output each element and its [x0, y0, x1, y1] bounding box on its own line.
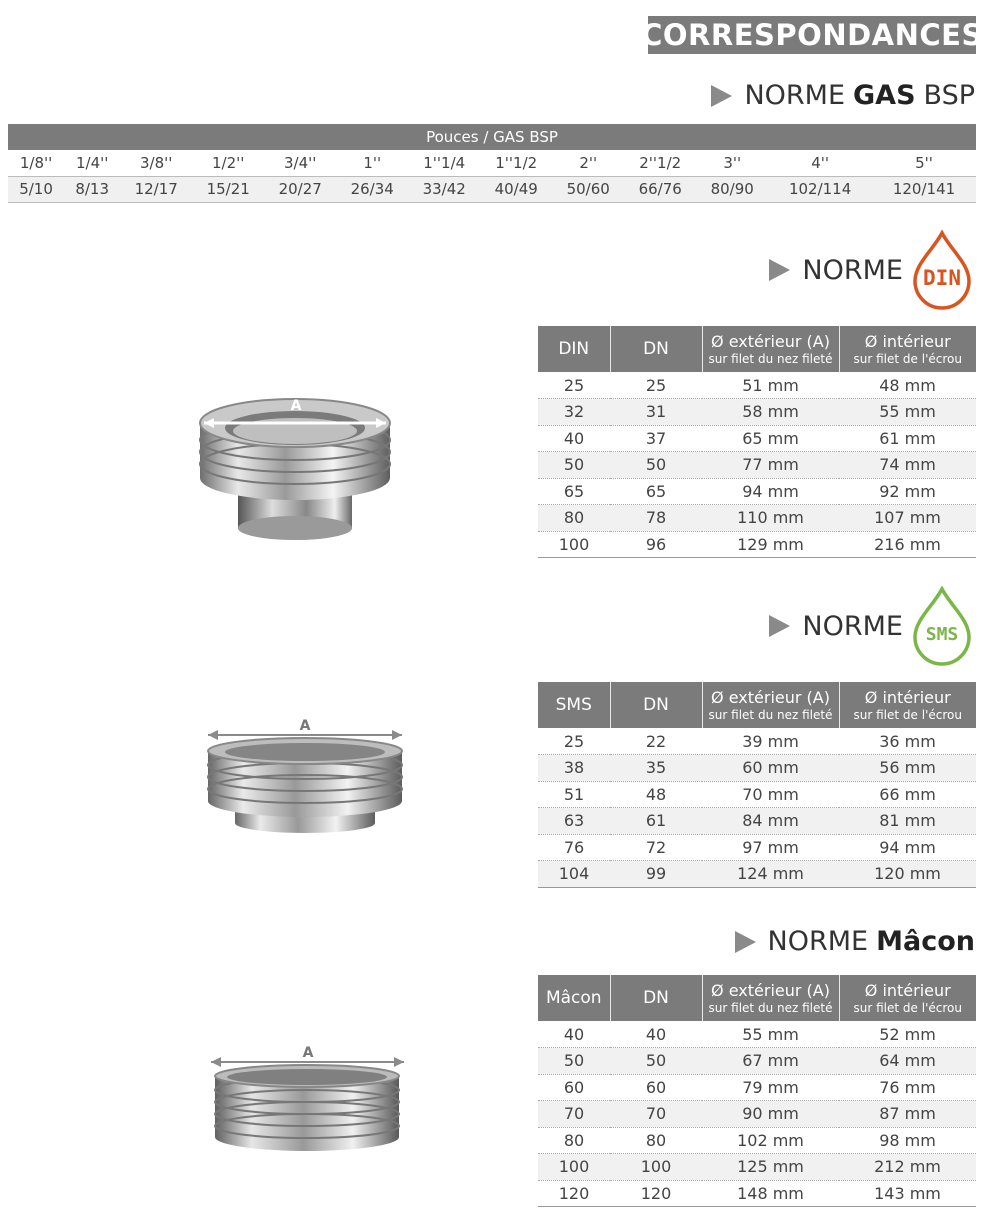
cell: 143 mm: [839, 1180, 976, 1207]
gas-mm-cell: 8/13: [64, 176, 120, 202]
header-main: Ø extérieur (A): [711, 332, 830, 351]
cell: 55 mm: [839, 399, 976, 426]
header-main: Ø intérieur: [864, 688, 951, 707]
cell: 94 mm: [839, 834, 976, 861]
gas-mm-cell: 40/49: [480, 176, 552, 202]
cell: 60: [610, 1074, 702, 1101]
cell: 80: [538, 505, 610, 532]
gas-mm-cell: 80/90: [696, 176, 768, 202]
table-row: [538, 1101, 976, 1128]
table-row: [538, 1074, 976, 1101]
header-main: Ø intérieur: [864, 332, 951, 351]
cell: 22: [610, 728, 702, 755]
gas-inch-cell: 4'': [768, 150, 872, 176]
cell: 216 mm: [839, 531, 976, 558]
table-row: [538, 531, 976, 558]
sms-col-sms: SMS: [538, 682, 610, 728]
gas-inch-cell: 2''1/2: [624, 150, 696, 176]
cell: 78: [610, 505, 702, 532]
cell: 60 mm: [702, 755, 839, 782]
gas-mm-cell: 20/27: [264, 176, 336, 202]
heading-prefix: NORME: [802, 610, 903, 642]
table-row: [538, 1048, 976, 1075]
sms-table: [538, 682, 976, 888]
cell: 37: [610, 425, 702, 452]
cell: 32: [538, 399, 610, 426]
table-row: [538, 1154, 976, 1181]
cell: 58 mm: [702, 399, 839, 426]
gas-mm-cell: 12/17: [120, 176, 192, 202]
page-title: CORRESPONDANCES: [641, 18, 983, 52]
table-row: [538, 834, 976, 861]
cell: 100: [538, 531, 610, 558]
cell: 31: [610, 399, 702, 426]
cell: 64 mm: [839, 1048, 976, 1075]
cell: 40: [538, 425, 610, 452]
cell: 48: [610, 781, 702, 808]
cell: 48 mm: [839, 372, 976, 399]
cell: 61 mm: [839, 425, 976, 452]
cell: 50: [538, 1048, 610, 1075]
heading-prefix: NORME: [802, 254, 903, 286]
gas-mm-cell: 50/60: [552, 176, 624, 202]
table-row: [538, 505, 976, 532]
cell: 51 mm: [702, 372, 839, 399]
arrow-right-icon: [711, 85, 732, 107]
table-row: [538, 861, 976, 888]
cell: 100: [610, 1154, 702, 1181]
table-row: [538, 452, 976, 479]
table-row: [538, 1180, 976, 1207]
gas-mm-cell: 66/76: [624, 176, 696, 202]
macon-col-dn: DN: [610, 975, 702, 1021]
header-sub: sur filet du nez fileté: [708, 352, 833, 366]
gas-inch-cell: 3/8'': [120, 150, 192, 176]
cell: 52 mm: [839, 1021, 976, 1048]
cell: 102 mm: [702, 1127, 839, 1154]
cell: 100: [538, 1154, 610, 1181]
cell: 80: [538, 1127, 610, 1154]
header-sub: sur filet de l'écrou: [853, 708, 962, 722]
gas-bsp-table: [8, 124, 976, 203]
heading-prefix: NORME: [767, 926, 869, 957]
cell: 50: [538, 452, 610, 479]
macon-col-macon: Mâcon: [538, 975, 610, 1021]
cell: 120 mm: [839, 861, 976, 888]
cell: 39 mm: [702, 728, 839, 755]
cell: 76 mm: [839, 1074, 976, 1101]
gas-inch-cell: 5'': [872, 150, 976, 176]
cell: 148 mm: [702, 1180, 839, 1207]
heading-bold: GAS: [853, 80, 916, 111]
din-col-inner: [839, 326, 976, 372]
cell: 50: [610, 452, 702, 479]
cell: 107 mm: [839, 505, 976, 532]
cell: 76: [538, 834, 610, 861]
cell: 81 mm: [839, 808, 976, 835]
cell: 65: [538, 478, 610, 505]
dimension-label: A: [290, 398, 302, 414]
cell: 110 mm: [702, 505, 839, 532]
cell: 51: [538, 781, 610, 808]
table-row: [538, 755, 976, 782]
macon-table: [538, 975, 976, 1207]
arrow-right-icon: [735, 931, 756, 953]
cell: 35: [610, 755, 702, 782]
macon-fitting-image: [205, 1042, 410, 1157]
sms-badge-text: SMS: [925, 624, 959, 645]
cell: 120: [538, 1180, 610, 1207]
cell: 94 mm: [702, 478, 839, 505]
cell: 120: [610, 1180, 702, 1207]
sms-col-outer: [702, 682, 839, 728]
cell: 61: [610, 808, 702, 835]
header-main: Ø extérieur (A): [711, 981, 830, 1000]
gas-inch-cell: 1/8'': [8, 150, 64, 176]
sms-fitting-image: [200, 715, 410, 840]
sms-col-inner: [839, 682, 976, 728]
cell: 56 mm: [839, 755, 976, 782]
header-main: Ø extérieur (A): [711, 688, 830, 707]
heading-suffix: BSP: [923, 80, 975, 111]
cell: 25: [538, 372, 610, 399]
table-row: [538, 478, 976, 505]
cell: 125 mm: [702, 1154, 839, 1181]
gas-inch-cell: 3'': [696, 150, 768, 176]
dimension-label: A: [302, 1045, 314, 1061]
header-sub: sur filet du nez fileté: [708, 1001, 833, 1015]
cell: 98 mm: [839, 1127, 976, 1154]
din-col-outer: [702, 326, 839, 372]
cell: 40: [610, 1021, 702, 1048]
gas-mm-cell: 33/42: [408, 176, 480, 202]
table-row: [538, 399, 976, 426]
gas-inch-cell: 1/4'': [64, 150, 120, 176]
macon-col-outer: [702, 975, 839, 1021]
gas-mm-cell: 102/114: [768, 176, 872, 202]
table-row: [538, 425, 976, 452]
table-row: [538, 1127, 976, 1154]
cell: 124 mm: [702, 861, 839, 888]
cell: 212 mm: [839, 1154, 976, 1181]
gas-mm-cell: 120/141: [872, 176, 976, 202]
gas-mm-cell: 15/21: [192, 176, 264, 202]
din-badge-text: DIN: [923, 266, 961, 290]
cell: 66 mm: [839, 781, 976, 808]
cell: 55 mm: [702, 1021, 839, 1048]
sms-drop-icon: [909, 586, 975, 666]
table-row: [538, 1021, 976, 1048]
din-table: [538, 326, 976, 558]
cell: 25: [610, 372, 702, 399]
heading-din: [769, 230, 975, 310]
sms-col-dn: DN: [610, 682, 702, 728]
cell: 70 mm: [702, 781, 839, 808]
table-row: [538, 781, 976, 808]
cell: 36 mm: [839, 728, 976, 755]
gas-inch-cell: 1/2'': [192, 150, 264, 176]
gas-table-title: Pouces / GAS BSP: [8, 124, 976, 150]
cell: 92 mm: [839, 478, 976, 505]
cell: 84 mm: [702, 808, 839, 835]
header-main: Ø intérieur: [864, 981, 951, 1000]
heading-sms: [769, 586, 975, 666]
gas-mm-cell: 26/34: [336, 176, 408, 202]
dimension-label: A: [299, 718, 311, 734]
heading-prefix: NORME: [744, 80, 846, 111]
header-sub: sur filet de l'écrou: [853, 1001, 962, 1015]
cell: 65: [610, 478, 702, 505]
cell: 129 mm: [702, 531, 839, 558]
cell: 70: [538, 1101, 610, 1128]
cell: 25: [538, 728, 610, 755]
heading-macon: [735, 926, 975, 957]
gas-inch-cell: 2'': [552, 150, 624, 176]
cell: 67 mm: [702, 1048, 839, 1075]
table-row: [538, 372, 976, 399]
heading-bold: Mâcon: [876, 926, 975, 957]
arrow-right-icon: [769, 259, 790, 281]
cell: 38: [538, 755, 610, 782]
macon-col-inner: [839, 975, 976, 1021]
cell: 63: [538, 808, 610, 835]
cell: 99: [610, 861, 702, 888]
cell: 87 mm: [839, 1101, 976, 1128]
heading-gas-bsp: [711, 80, 975, 111]
cell: 70: [610, 1101, 702, 1128]
gas-inch-cell: 1'': [336, 150, 408, 176]
cell: 96: [610, 531, 702, 558]
cell: 50: [610, 1048, 702, 1075]
cell: 65 mm: [702, 425, 839, 452]
cell: 79 mm: [702, 1074, 839, 1101]
table-row: [538, 728, 976, 755]
header-sub: sur filet du nez fileté: [708, 708, 833, 722]
cell: 72: [610, 834, 702, 861]
gas-mm-row: [8, 176, 976, 202]
header-sub: sur filet de l'écrou: [853, 352, 962, 366]
cell: 104: [538, 861, 610, 888]
cell: 60: [538, 1074, 610, 1101]
din-fitting-image: [190, 378, 400, 543]
table-row: [538, 808, 976, 835]
din-drop-icon: [909, 230, 975, 310]
cell: 90 mm: [702, 1101, 839, 1128]
cell: 40: [538, 1021, 610, 1048]
gas-mm-cell: 5/10: [8, 176, 64, 202]
cell: 97 mm: [702, 834, 839, 861]
cell: 74 mm: [839, 452, 976, 479]
din-col-din: DIN: [538, 326, 610, 372]
gas-inches-row: [8, 150, 976, 176]
din-col-dn: DN: [610, 326, 702, 372]
gas-inch-cell: 1''1/4: [408, 150, 480, 176]
arrow-right-icon: [769, 615, 790, 637]
cell: 77 mm: [702, 452, 839, 479]
cell: 80: [610, 1127, 702, 1154]
gas-inch-cell: 1''1/2: [480, 150, 552, 176]
gas-inch-cell: 3/4'': [264, 150, 336, 176]
